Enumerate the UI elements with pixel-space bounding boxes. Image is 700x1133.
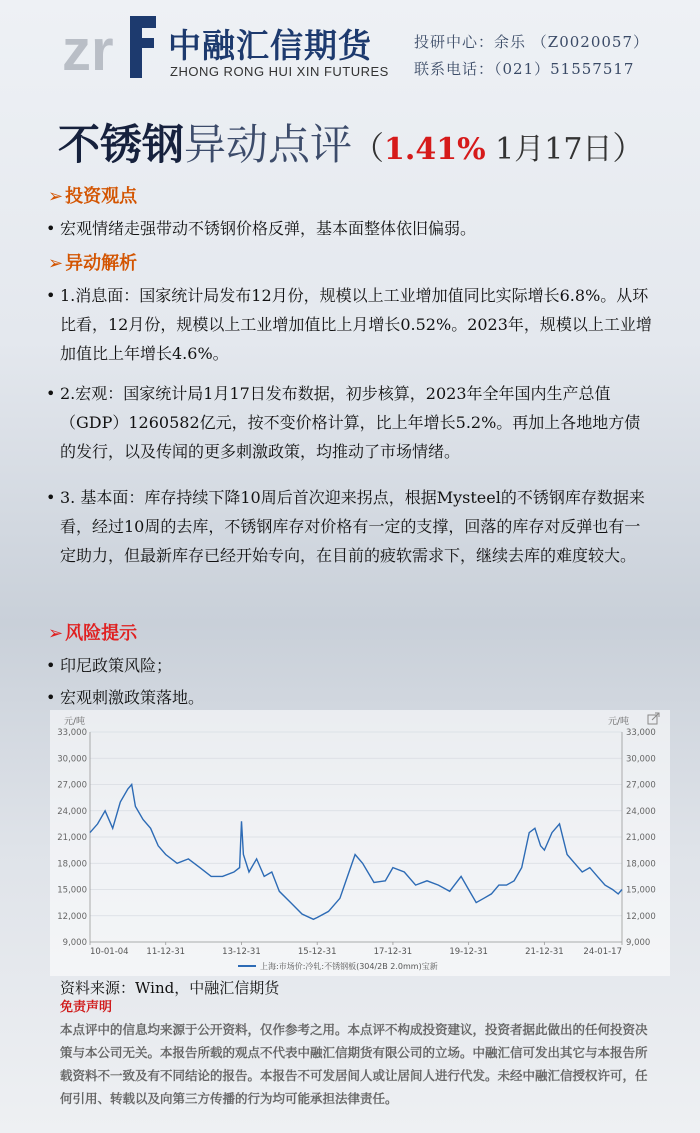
legend-label: 上海:市场价:冷轧:不锈钢板(304/2B 2.0mm)宝新 [260,962,438,971]
title-product: 不锈钢 [58,120,185,169]
y-tick-label-left: 30,000 [57,754,87,765]
unit-left: 元/吨 [64,717,86,727]
svg-text:zr: zr [62,18,114,80]
title-change: 1.41% [384,132,486,167]
x-tick-label: 11-12-31 [146,947,186,957]
report-title [58,112,644,172]
list-item: • 宏观刺激政策落地。 [46,688,205,707]
x-tick-label: 24-01-17 [583,947,622,957]
y-tick-label-left: 18,000 [57,859,87,870]
y-tick-label-right: 21,000 [626,833,656,843]
arrow-icon: ➢ [48,623,64,644]
x-tick-label: 15-12-31 [297,947,337,957]
section-view-title: ➢ 投资观点 [48,186,138,207]
disclaimer-text: 本点评中的信息均来源于公开资料，仅作参考之用。本点评不构成投资建议，投资者据此做出的任何投资决策与本公司无关。本报告所载的观点不代表中融汇信期货有限公司的立场。中融汇信可发出其它与本报告所载资料不一致及有不同结论的报告。本报告不可发居间人或让居间人进行代发。未经中融汇信授权许可，任何引用、转载以及向第三方传播的行为均可能承担法律责任。 [60,1022,648,1106]
y-tick-label-left: 12,000 [57,911,87,922]
y-tick-label-left: 21,000 [57,833,87,843]
x-tick-label: 13-12-31 [222,947,261,957]
y-tick-label-left: 9,000 [62,938,87,948]
analyst-contact: 投研中心：余乐 （Z0020057） [414,33,649,51]
phone-contact: 联系电话：（021）51557517 [414,60,635,78]
title-paren-open: （ [352,129,385,167]
company-name-en: ZHONG RONG HUI XIN FUTURES [170,64,389,79]
list-item: • 宏观情绪走强带动不锈钢价格反弹，基本面整体依旧偏弱。 [46,219,477,238]
data-source: 资料来源：Wind，中融汇信期货 [60,979,280,997]
y-tick-label-left: 15,000 [57,885,87,896]
y-tick-label-left: 27,000 [57,780,87,791]
zrf-logo-icon [62,12,162,80]
company-name-cn: 中融汇信期货 [168,26,372,65]
price-chart [50,710,670,976]
list-item: • 印尼政策风险； [46,656,173,675]
y-tick-label-right: 24,000 [626,806,656,817]
list-item: • 3. 基本面：库存持续下降10周后首次迎来拐点，根据Mysteel的不锈钢库存数据来看，经过10周的去库，不锈钢库存对价格有一定的支撑，回落的库存对反弹也有一定助力，但最新库存已经开始专向，在目前的疲软需求下，继续去库的难度较大。 [46,488,645,565]
disclaimer-title: 免责声明 [60,1000,113,1015]
section-risk-title: ➢ 风险提示 [48,623,138,644]
title-paren-close: ） [612,129,645,167]
y-tick-label-right: 30,000 [626,754,656,765]
y-tick-label-right: 15,000 [626,885,656,896]
y-tick-label-right: 9,000 [626,938,651,948]
title-date: 1月17日 [485,132,613,167]
arrow-icon: ➢ [48,253,64,274]
y-tick-label-left: 24,000 [57,806,87,817]
x-tick-label: 17-12-31 [373,947,413,957]
unit-right: 元/吨 [608,717,630,727]
x-tick-label: 21-12-31 [525,947,564,957]
y-tick-label-right: 27,000 [626,780,656,791]
y-tick-label-right: 33,000 [626,728,656,738]
title-type: 异动点评 [184,120,353,169]
list-item: • 2.宏观：国家统计局1月17日发布数据，初步核算，2023年全年国内生产总值（GDP）1260582亿元，按不变价格计算，比上年增长5.2%。再加上各地地方债的发行，以及传闻的更多刺激政策，均推动了市场情绪。 [46,384,641,461]
y-tick-label-right: 12,000 [626,911,656,922]
y-tick-label-left: 33,000 [57,728,87,738]
x-tick-label: 10-01-04 [90,947,129,957]
y-tick-label-right: 18,000 [626,859,656,870]
header [0,0,700,100]
list-item: • 1.消息面：国家统计局发布12月份，规模以上工业增加值同比实际增长6.8%。从环比看，12月份，规模以上工业增加值比上月增长0.52%。2023年，规模以上工业增加值比上年增长4.6%。 [46,286,652,363]
arrow-icon: ➢ [48,186,64,207]
x-tick-label: 19-12-31 [449,947,488,957]
section-analysis-title: ➢ 异动解析 [48,253,138,274]
